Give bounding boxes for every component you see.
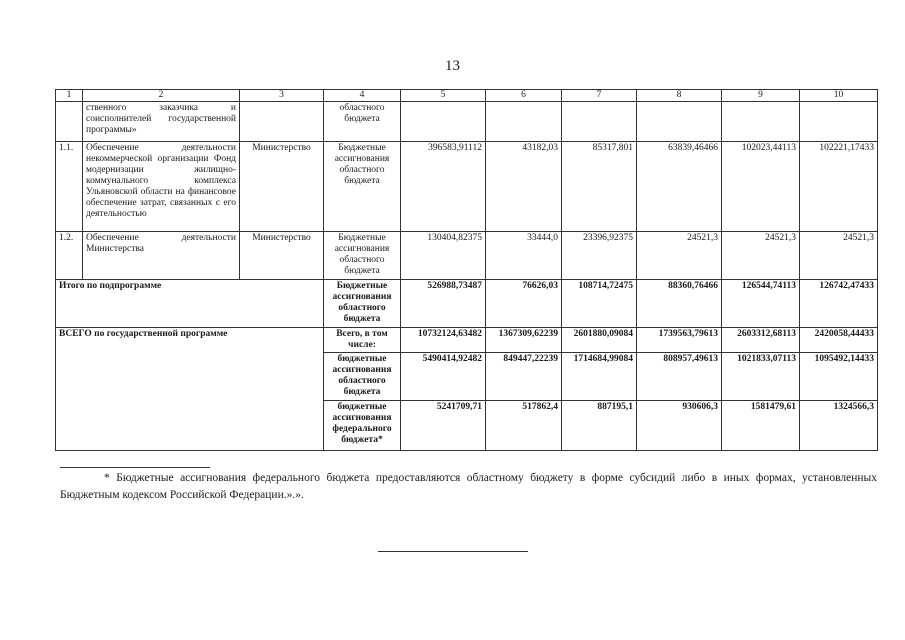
value-cell: 5241709,71 xyxy=(401,401,486,451)
table-header-row xyxy=(56,90,878,102)
funding-source-cell: Всего, в том числе: xyxy=(324,328,401,353)
value-cell: 102023,44113 xyxy=(722,142,800,232)
funding-source-cell: Бюджетные ассигнования областного бюджета xyxy=(324,142,401,232)
value-cell: 126544,74113 xyxy=(722,280,800,328)
executor-cell: Министерство xyxy=(240,142,324,232)
value-cell: 1324566,3 xyxy=(800,401,878,451)
value-cell: 23396,92375 xyxy=(562,232,637,280)
value-cell: 33444,0 xyxy=(486,232,562,280)
value-cell: 88360,76466 xyxy=(637,280,722,328)
value-cell: 1021833,07113 xyxy=(722,353,800,401)
header-cell: 2 xyxy=(83,90,240,102)
row-name-cell: Обеспечение деятельности некоммерческой организации Фонд модернизации жилищно-коммунального комплекса Ульяновской области на финансовое обеспечение затрат, связанных с его деятельностью xyxy=(83,142,240,232)
row-number: 1.1. xyxy=(56,142,83,232)
value-cell: 24521,3 xyxy=(637,232,722,280)
footnote: * Бюджетные ассигнования федерального бюджета предоставляются областному бюджету в форме субсидий либо в иных формах, установленных Бюджетным кодексом Российской Федерации.».». xyxy=(60,472,877,501)
value-cell: 2601880,09084 xyxy=(562,328,637,353)
total-row xyxy=(56,328,878,353)
row-name-cell: ственного заказчика и соисполнителей государственной программы» xyxy=(83,102,240,142)
value-cell: 930606,3 xyxy=(637,401,722,451)
value-cell: 808957,49613 xyxy=(637,353,722,401)
table-row xyxy=(56,142,878,232)
value-cell: 517862,4 xyxy=(486,401,562,451)
total-label: ВСЕГО по государственной программе xyxy=(56,328,324,451)
funding-source-cell: бюджетные ассигнования федерального бюджета* xyxy=(324,401,401,451)
value-cell: 10732124,63482 xyxy=(401,328,486,353)
value-cell: 849447,22239 xyxy=(486,353,562,401)
row-name-cell: Обеспечение деятельности Министерства xyxy=(83,232,240,280)
header-cell: 5 xyxy=(401,90,486,102)
header-cell: 1 xyxy=(56,90,83,102)
value-cell: 24521,3 xyxy=(722,232,800,280)
value-cell: 1095492,14433 xyxy=(800,353,878,401)
value-cell: 1714684,99084 xyxy=(562,353,637,401)
funding-source-cell: областного бюджета xyxy=(324,102,401,142)
value-cell: 1739563,79613 xyxy=(637,328,722,353)
funding-source-cell: Бюджетные ассигнования областного бюджета xyxy=(324,232,401,280)
row-number: 1.2. xyxy=(56,232,83,280)
footnote-separator xyxy=(60,467,210,468)
funding-source-cell: Бюджетные ассигнования областного бюджета xyxy=(324,280,401,328)
value-cell: 76626,03 xyxy=(486,280,562,328)
end-line xyxy=(378,551,528,552)
value-cell: 5490414,92482 xyxy=(401,353,486,401)
value-cell: 63839,46466 xyxy=(637,142,722,232)
page-number: 13 xyxy=(445,58,460,74)
budget-table xyxy=(55,89,878,451)
value-cell: 24521,3 xyxy=(800,232,878,280)
header-cell: 7 xyxy=(562,90,637,102)
value-cell: 1581479,61 xyxy=(722,401,800,451)
header-cell: 8 xyxy=(637,90,722,102)
value-cell: 396583,91112 xyxy=(401,142,486,232)
subtotal-row xyxy=(56,280,878,328)
value-cell: 108714,72475 xyxy=(562,280,637,328)
header-cell: 9 xyxy=(722,90,800,102)
executor-cell: Министерство xyxy=(240,232,324,280)
value-cell: 85317,801 xyxy=(562,142,637,232)
table-row-continued xyxy=(56,102,878,142)
header-cell: 4 xyxy=(324,90,401,102)
header-cell: 3 xyxy=(240,90,324,102)
value-cell: 43182,03 xyxy=(486,142,562,232)
value-cell: 526988,73487 xyxy=(401,280,486,328)
value-cell: 126742,47433 xyxy=(800,280,878,328)
value-cell: 130404,82375 xyxy=(401,232,486,280)
value-cell: 2603312,68113 xyxy=(722,328,800,353)
header-cell: 6 xyxy=(486,90,562,102)
value-cell: 102221,17433 xyxy=(800,142,878,232)
subtotal-label: Итого по подпрограмме xyxy=(56,280,324,328)
funding-source-cell: бюджетные ассигнования областного бюджета xyxy=(324,353,401,401)
value-cell: 887195,1 xyxy=(562,401,637,451)
table-row xyxy=(56,232,878,280)
header-cell: 10 xyxy=(800,90,878,102)
value-cell: 2420058,44433 xyxy=(800,328,878,353)
value-cell: 1367309,62239 xyxy=(486,328,562,353)
